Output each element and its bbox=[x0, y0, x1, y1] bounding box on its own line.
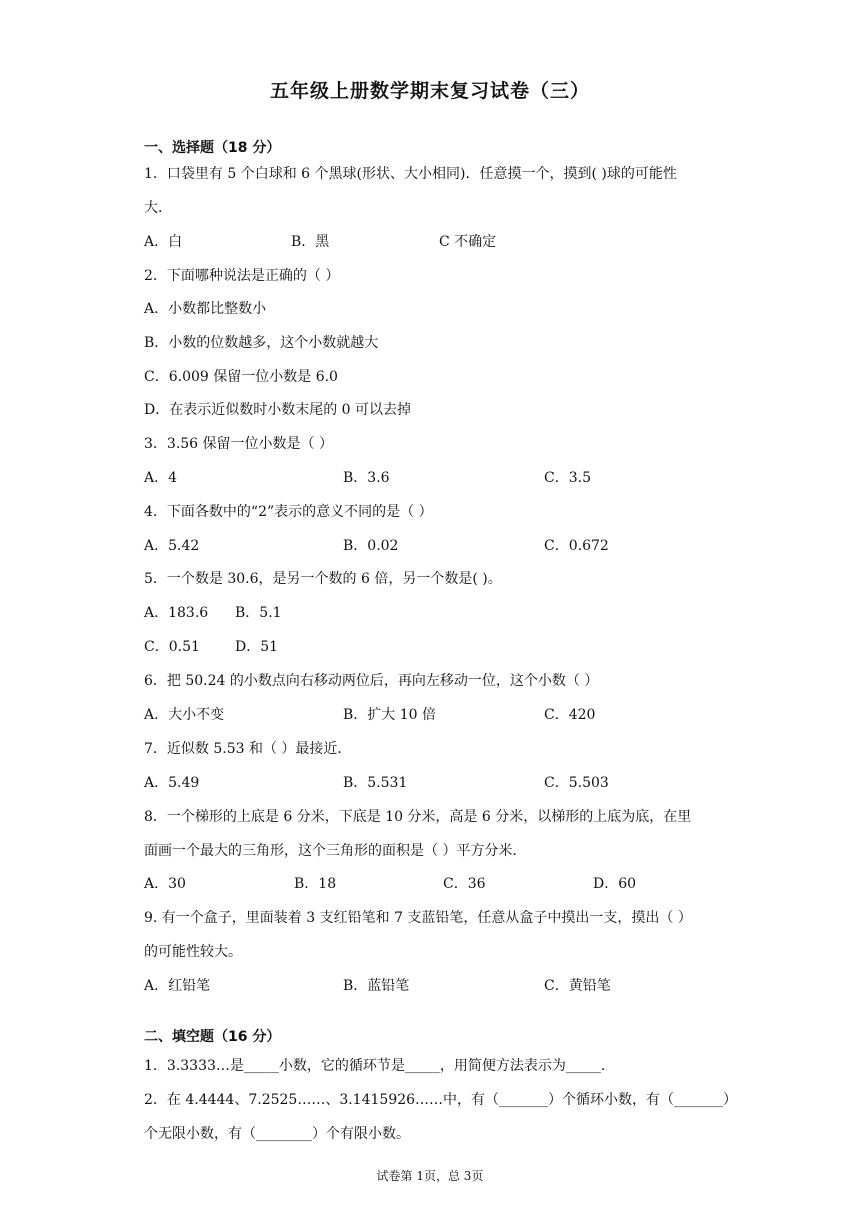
question-2-option-d: D．在表示近似数时小数末尾的 0 可以去掉 bbox=[144, 402, 412, 418]
page-footer: 试卷第 1页，总 3页 bbox=[376, 1169, 484, 1183]
question-1-line-1: 1．口袋里有 5 个白球和 6 个黑球(形状、大小相同)．任意摸一个，摸到( )球的可能性 bbox=[144, 166, 677, 182]
question-6-option-a: A．大小不变 bbox=[144, 707, 225, 723]
fill-question-2-line-2: 个无限小数，有（________）个有限小数。 bbox=[144, 1126, 410, 1142]
question-5-option-c: C．0.51 bbox=[144, 639, 200, 655]
question-3-option-c: C．3.5 bbox=[544, 470, 591, 486]
question-2-stem: 2．下面哪种说法是正确的（ ） bbox=[144, 268, 340, 284]
question-3-option-b: B．3.6 bbox=[343, 470, 390, 486]
question-1-option-b: B．黑 bbox=[291, 234, 330, 250]
fill-question-1: 1．3.3333…是_____小数，它的循环节是_____，用简便方法表示为_____． bbox=[144, 1058, 615, 1074]
exam-title: 五年级上册数学期末复习试卷（三） bbox=[269, 80, 590, 102]
question-8-line-1: 8．一个梯形的上底是 6 分米，下底是 10 分米，高是 6 分米，以梯形的上底为底，在里 bbox=[144, 809, 692, 825]
section-heading-choice: 一、选择题（18 分） bbox=[144, 140, 281, 156]
question-6-stem: 6．把 50.24 的小数点向右移动两位后，再向左移动一位，这个小数（ ） bbox=[144, 673, 599, 689]
question-7-option-c: C．5.503 bbox=[544, 775, 609, 791]
question-1-option-c: C 不确定 bbox=[439, 234, 497, 250]
question-4-option-c: C．0.672 bbox=[544, 538, 609, 554]
question-7-stem: 7．近似数 5.53 和（ ）最接近． bbox=[144, 741, 352, 757]
question-8-option-a: A．30 bbox=[144, 876, 186, 892]
section-heading-fill: 二、填空题（16 分） bbox=[144, 1029, 281, 1045]
question-3-stem: 3．3.56 保留一位小数是（ ） bbox=[144, 436, 333, 452]
question-7-option-b: B．5.531 bbox=[343, 775, 408, 791]
fill-question-2-line-1: 2．在 4.4444、7.2525……、3.1415926……中，有（_______）个循环小数，有（_______） bbox=[144, 1092, 738, 1108]
question-7-option-a: A．5.49 bbox=[144, 775, 200, 791]
question-4-option-b: B．0.02 bbox=[343, 538, 399, 554]
question-8-option-c: C．36 bbox=[443, 876, 486, 892]
question-9-option-c: C．黄铅笔 bbox=[544, 978, 611, 994]
question-6-option-b: B．扩大 10 倍 bbox=[343, 707, 437, 723]
question-4-option-a: A．5.42 bbox=[144, 538, 200, 554]
question-9-option-a: A．红铅笔 bbox=[144, 978, 211, 994]
question-9-line-1: 9. 有一个盒子，里面装着 3 支红铅笔和 7 支蓝铅笔，任意从盒子中摸出一支，摸出（ ） bbox=[144, 910, 692, 926]
question-5-option-b: B．5.1 bbox=[235, 605, 282, 621]
question-2-option-a: A．小数都比整数小 bbox=[144, 301, 267, 317]
question-1-line-2: 大． bbox=[144, 200, 172, 216]
question-5-stem: 5．一个数是 30.6，是另一个数的 6 倍，另一个数是( )。 bbox=[144, 571, 502, 587]
question-2-option-b: B．小数的位数越多，这个小数就越大 bbox=[144, 335, 379, 351]
question-8-option-b: B．18 bbox=[294, 876, 337, 892]
question-5-option-a: A．183.6 bbox=[144, 605, 209, 621]
question-4-stem: 4．下面各数中的“2”表示的意义不同的是（ ） bbox=[144, 504, 433, 520]
question-2-option-c: C．6.009 保留一位小数是 6.0 bbox=[144, 369, 338, 385]
question-5-option-d: D．51 bbox=[235, 639, 279, 655]
question-8-option-d: D．60 bbox=[593, 876, 637, 892]
question-3-option-a: A．4 bbox=[144, 470, 178, 486]
question-9-line-2: 的可能性较大。 bbox=[144, 944, 242, 960]
question-1-option-a: A．白 bbox=[144, 234, 183, 250]
question-9-option-b: B．蓝铅笔 bbox=[343, 978, 410, 994]
question-6-option-c: C．420 bbox=[544, 707, 596, 723]
question-8-line-2: 面画一个最大的三角形，这个三角形的面积是（ ）平方分米． bbox=[144, 843, 527, 859]
